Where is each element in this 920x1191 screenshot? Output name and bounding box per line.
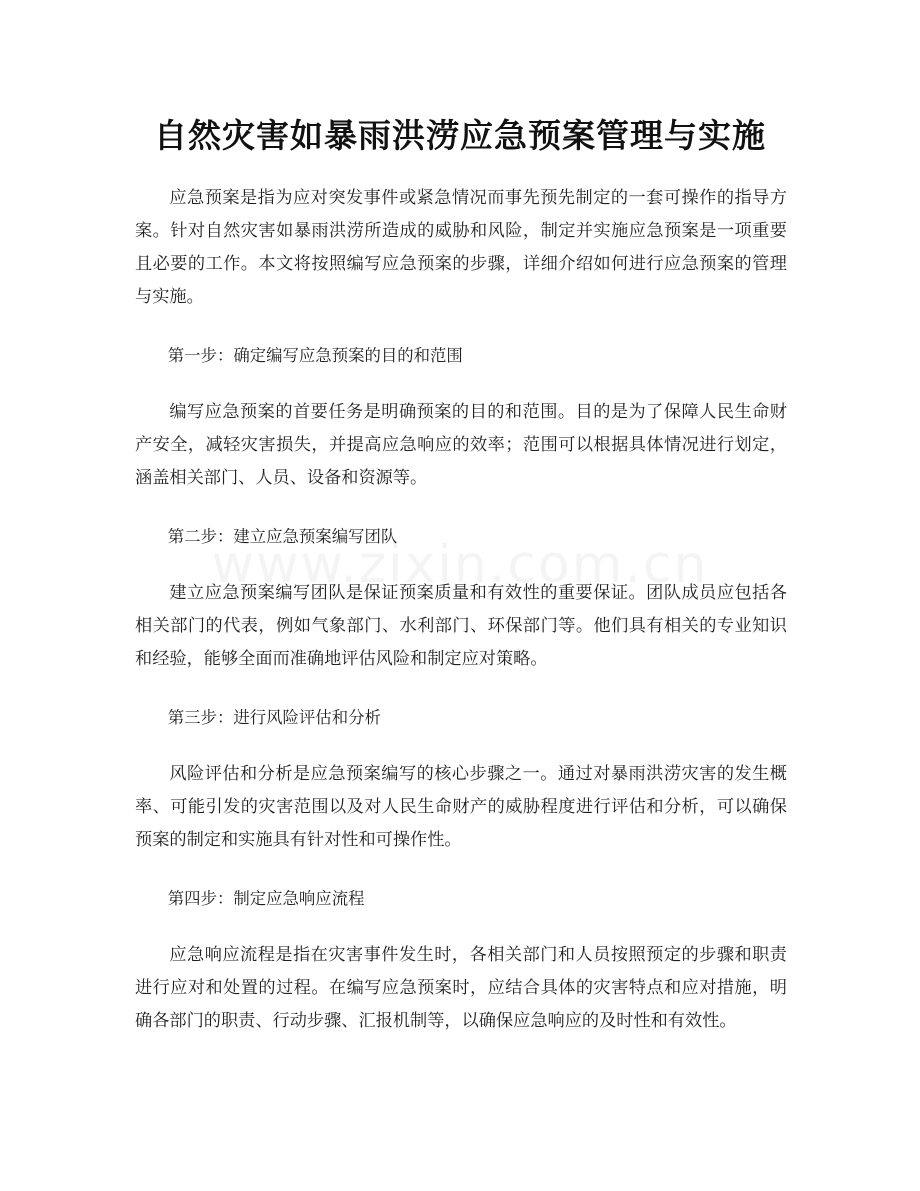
step-2-paragraph: 建立应急预案编写团队是保证预案质量和有效性的重要保证。团队成员应包括各相关部门的代表，例如气象部门、水利部门、环保部门等。他们具有相关的专业知识和经验，能够全面而准确地评估风险和制定应对策略。 (135, 583, 787, 669)
step-3-paragraph: 风险评估和分析是应急预案编写的核心步骤之一。通过对暴雨洪涝灾害的发生概率、可能引发的灾害范围以及对人民生命财产的威胁程度进行评估和分析，可以确保预案的制定和实施具有针对性和可操作性。 (135, 764, 787, 850)
intro-paragraph: 应急预案是指为应对突发事件或紧急情况而事先预先制定的一套可操作的指导方案。针对自然灾害如暴雨洪涝所造成的威胁和风险，制定并实施应急预案是一项重要且必要的工作。本文将按照编写应急预案的步骤，详细介绍如何进行应急预案的管理与实施。 (135, 188, 787, 307)
page-title: 自然灾害如暴雨洪涝应急预案管理与实施 (154, 116, 766, 155)
step-4-paragraph: 应急响应流程是指在灾害事件发生时，各相关部门和人员按照预定的步骤和职责进行应对和处置的过程。在编写应急预案时，应结合具体的灾害特点和应对措施，明确各部门的职责、行动步骤、汇报机制等，以确保应急响应的及时性和有效性。 (135, 945, 787, 1031)
step-2-heading: 第二步：建立应急预案编写团队 (167, 527, 398, 546)
step-1-heading: 第一步：确定编写应急预案的目的和范围 (167, 346, 463, 365)
step-4-heading: 第四步：制定应急响应流程 (167, 889, 365, 908)
document-body (135, 182, 787, 1063)
step-3-heading: 第三步：进行风险评估和分析 (167, 708, 381, 727)
step-1-paragraph: 编写应急预案的首要任务是明确预案的目的和范围。目的是为了保障人民生命财产安全，减轻灾害损失，并提高应急响应的效率；范围可以根据具体情况进行划定，涵盖相关部门、人员、设备和资源等。 (135, 402, 787, 488)
